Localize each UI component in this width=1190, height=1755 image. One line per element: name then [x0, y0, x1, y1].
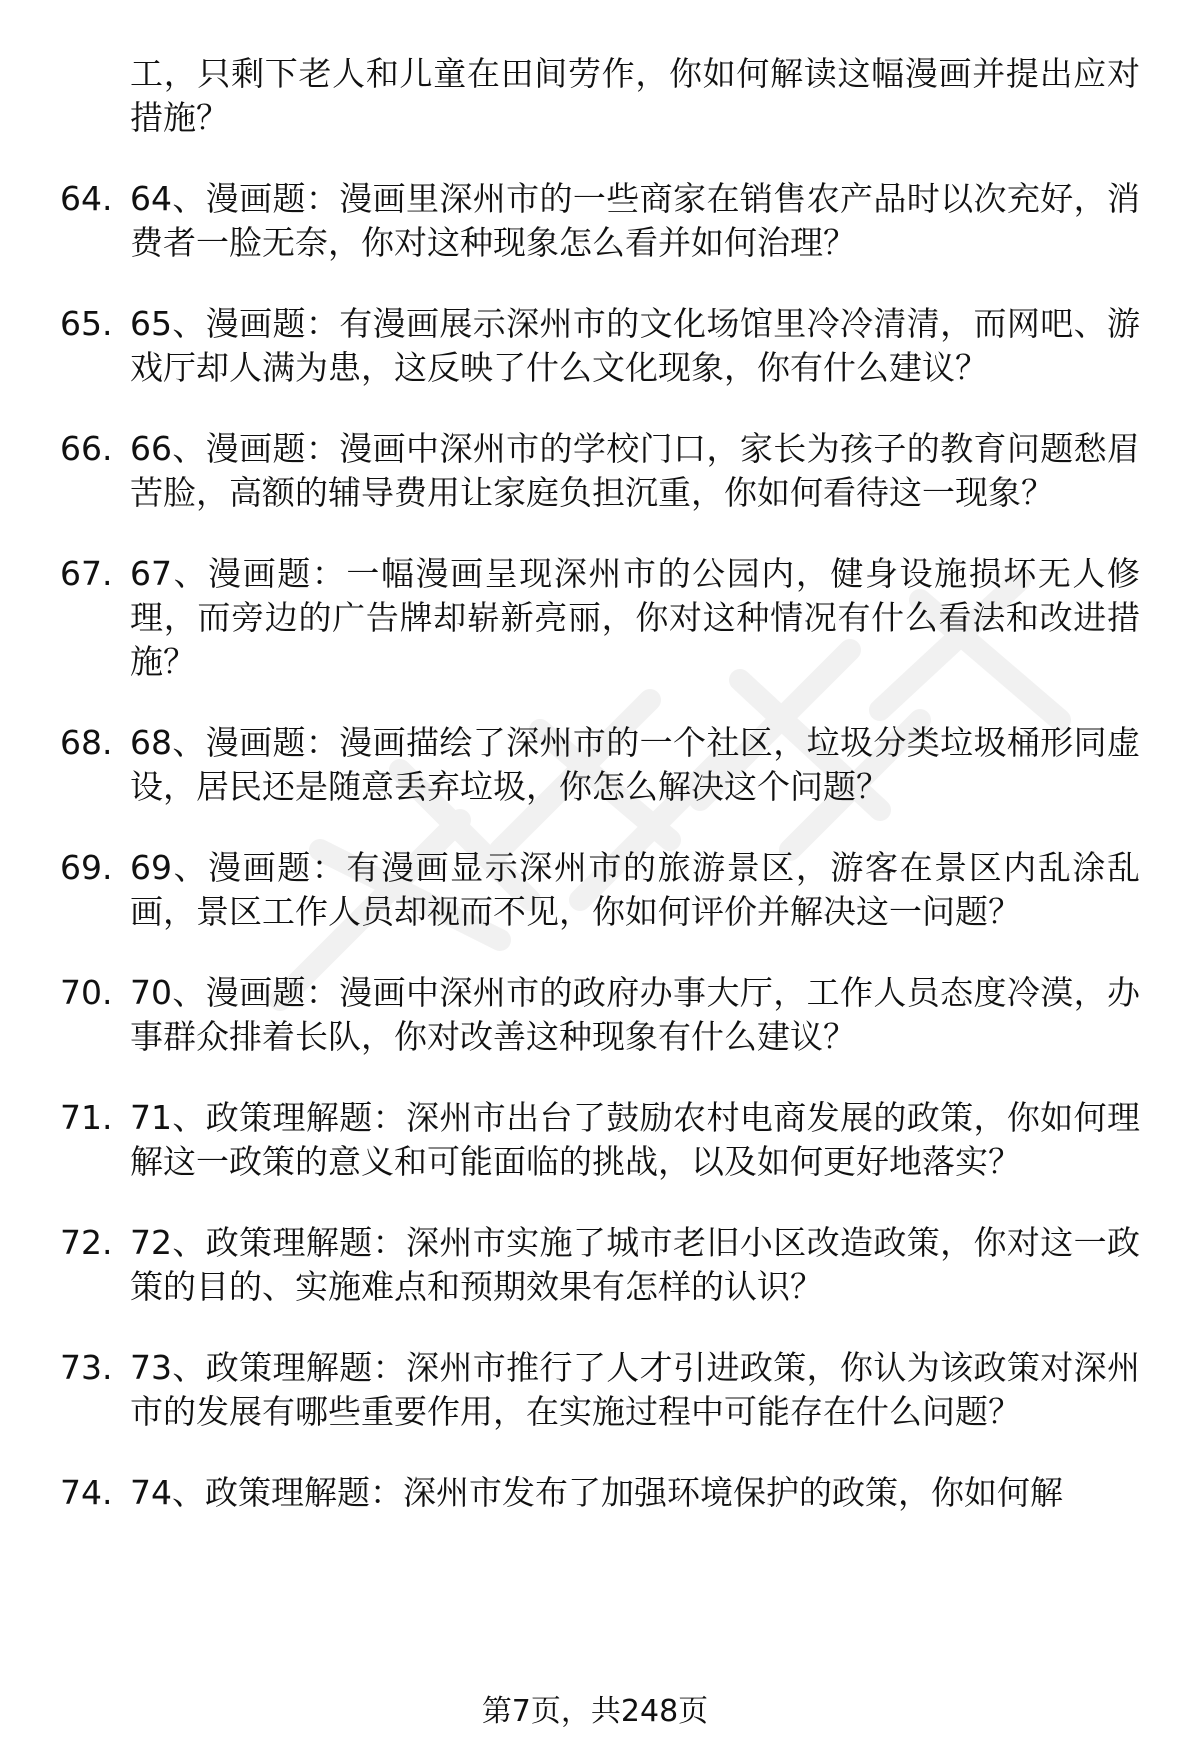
- question-text: 68、漫画题：漫画描绘了深州市的一个社区，垃圾分类垃圾桶形同虚设，居民还是随意丢弃垃圾，你怎么解决这个问题？: [130, 723, 1140, 806]
- question-text: 69、漫画题：有漫画显示深州市的旅游景区，游客在景区内乱涂乱画，景区工作人员却视而不见，你如何评价并解决这一问题？: [130, 848, 1140, 931]
- question-text: 74、政策理解题：深州市发布了加强环境保护的政策，你如何解: [130, 1473, 1063, 1512]
- question-list: [60, 52, 1140, 1552]
- question-text: 70、漫画题：漫画中深州市的政府办事大厅，工作人员态度冷漠，办事群众排着长队，你对改善这种现象有什么建议？: [130, 973, 1140, 1056]
- question-number: 71.: [60, 1098, 113, 1137]
- list-item: [60, 552, 1140, 684]
- question-text: 65、漫画题：有漫画展示深州市的文化场馆里冷冷清清，而网吧、游戏厅却人满为患，这反映了什么文化现象，你有什么建议？: [130, 304, 1140, 387]
- list-item: [60, 1221, 1140, 1309]
- question-number: 68.: [60, 723, 113, 762]
- list-item: [60, 1471, 1140, 1515]
- question-text: 66、漫画题：漫画中深州市的学校门口，家长为孩子的教育问题愁眉苦脸，高额的辅导费用让家庭负担沉重，你如何看待这一现象？: [130, 429, 1140, 512]
- question-number: 74.: [60, 1473, 113, 1512]
- list-item: [60, 846, 1140, 934]
- list-item: [60, 971, 1140, 1059]
- list-item: [60, 427, 1140, 515]
- question-text: 72、政策理解题：深州市实施了城市老旧小区改造政策，你对这一政策的目的、实施难点和预期效果有怎样的认识？: [130, 1223, 1140, 1306]
- question-text: 64、漫画题：漫画里深州市的一些商家在销售农产品时以次充好，消费者一脸无奈，你对这种现象怎么看并如何治理？: [130, 179, 1140, 262]
- question-number: 73.: [60, 1348, 113, 1387]
- question-text: 67、漫画题：一幅漫画呈现深州市的公园内，健身设施损坏无人修理，而旁边的广告牌却崭新亮丽，你对这种情况有什么看法和改进措施？: [130, 554, 1140, 681]
- list-item-continuation: [60, 52, 1140, 140]
- list-item: [60, 302, 1140, 390]
- list-item: [60, 1096, 1140, 1184]
- question-number: 72.: [60, 1223, 113, 1262]
- question-text: 71、政策理解题：深州市出台了鼓励农村电商发展的政策，你如何理解这一政策的意义和可能面临的挑战，以及如何更好地落实？: [130, 1098, 1140, 1181]
- list-item: [60, 1346, 1140, 1434]
- page-footer: 第7页，共248页: [481, 1694, 709, 1729]
- list-item: [60, 177, 1140, 265]
- question-text: 73、政策理解题：深州市推行了人才引进政策，你认为该政策对深州市的发展有哪些重要作用，在实施过程中可能存在什么问题？: [130, 1348, 1140, 1431]
- question-number: 69.: [60, 848, 113, 887]
- question-number: 66.: [60, 429, 113, 468]
- question-text: 工，只剩下老人和儿童在田间劳作，你如何解读这幅漫画并提出应对措施？: [130, 54, 1140, 137]
- question-number: 67.: [60, 554, 113, 593]
- question-number: 65.: [60, 304, 113, 343]
- question-number: 70.: [60, 973, 113, 1012]
- list-item: [60, 721, 1140, 809]
- question-number: 64.: [60, 179, 113, 218]
